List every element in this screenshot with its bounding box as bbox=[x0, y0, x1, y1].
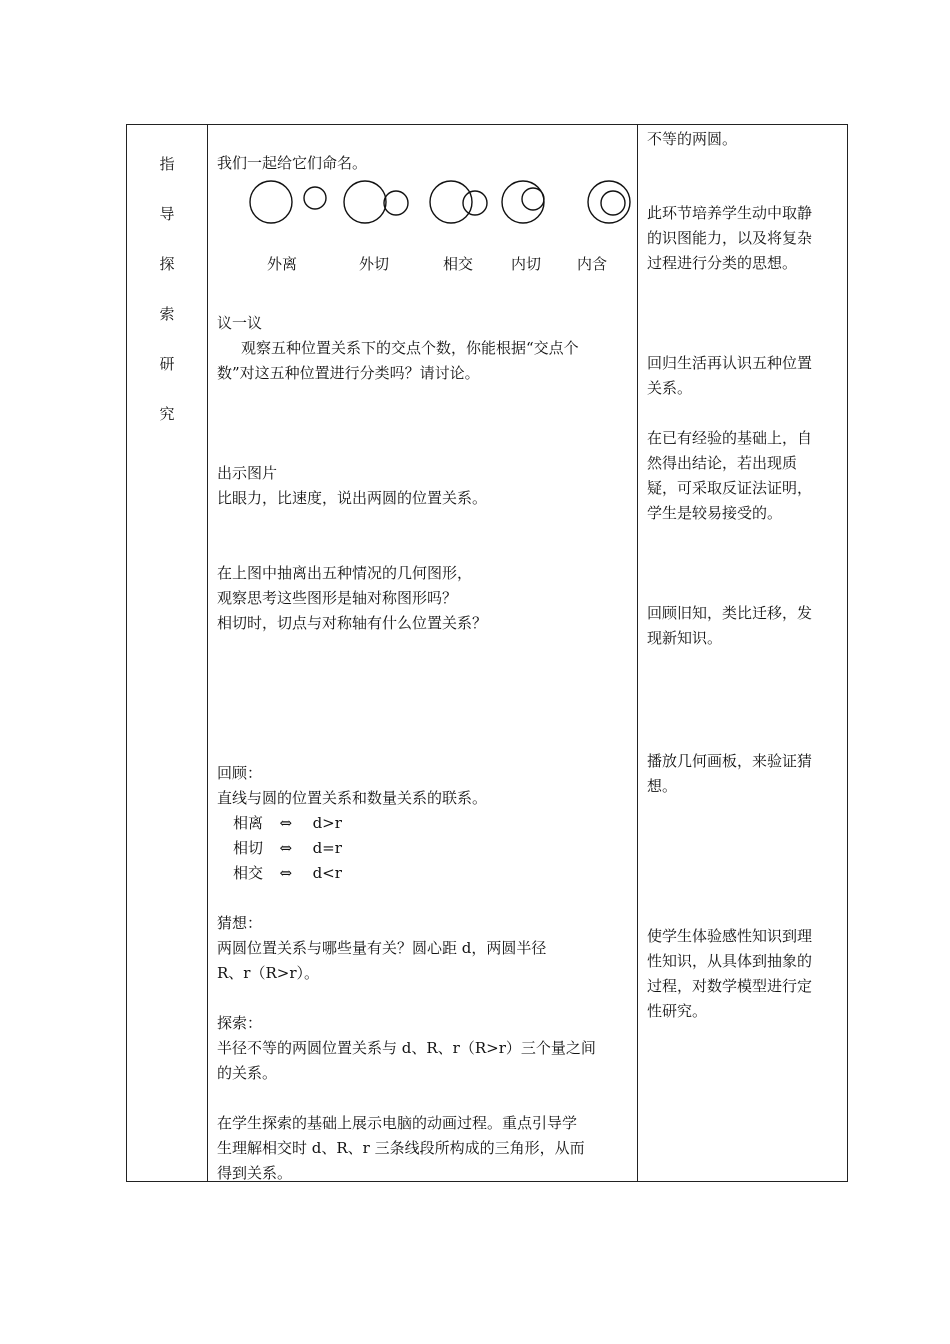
note-paragraph bbox=[647, 749, 843, 799]
note-line: 过程进行分类的思想。 bbox=[647, 254, 798, 272]
circle-contain-small bbox=[601, 191, 625, 215]
explore-line: 半径不等的两圆位置关系与 d、R、r（R>r）三个量之间 bbox=[217, 1039, 596, 1057]
circle-tangent-small bbox=[384, 191, 408, 215]
note-line: 疑，可采取反证法证明， bbox=[647, 479, 813, 497]
review-line: 直线与圆的位置关系和数量关系的联系。 bbox=[217, 789, 488, 807]
show-title: 出示图片 bbox=[217, 464, 278, 482]
note-paragraph bbox=[647, 426, 843, 526]
guess-line: 两圆位置关系与哪些量有关？圆心距 d，两圆半径 bbox=[217, 939, 547, 957]
show-line: 比眼力，比速度，说出两圆的位置关系。 bbox=[217, 489, 488, 507]
section-char: 指 bbox=[159, 155, 175, 173]
section-char: 索 bbox=[159, 305, 175, 323]
note-line: 不等的两圆。 bbox=[647, 130, 738, 148]
note-paragraph bbox=[647, 127, 843, 152]
discuss-title: 议一议 bbox=[217, 314, 263, 332]
circle-intersect-small bbox=[463, 191, 487, 215]
column-divider-2 bbox=[637, 125, 638, 1181]
section-label-column bbox=[127, 125, 207, 1181]
abstract-line: 观察思考这些图形是轴对称图形吗？ bbox=[217, 589, 458, 607]
abstract-line: 相切时，切点与对称轴有什么位置关系？ bbox=[217, 614, 488, 632]
section-char: 导 bbox=[159, 205, 175, 223]
relation-condition: d<r bbox=[312, 864, 342, 882]
relation-condition: d=r bbox=[312, 839, 342, 857]
note-line: 在已有经验的基础上，自 bbox=[647, 429, 813, 447]
equivalence-symbol: ⇔ bbox=[279, 864, 293, 882]
discuss-line: 数”对这五种位置进行分类吗？请讨论。 bbox=[217, 364, 480, 382]
equivalence-symbol: ⇔ bbox=[279, 814, 293, 832]
final-line: 在学生探索的基础上展示电脑的动画过程。重点引导学 bbox=[217, 1114, 578, 1132]
relation-name: 相切 bbox=[233, 839, 264, 857]
guess-title: 猜想： bbox=[217, 914, 263, 932]
relation-name: 相离 bbox=[233, 814, 264, 832]
section-char: 究 bbox=[159, 405, 175, 423]
note-paragraph bbox=[647, 201, 843, 276]
explore-title: 探索： bbox=[217, 1014, 263, 1032]
note-line: 使学生体验感性知识到理 bbox=[647, 927, 813, 945]
relation-name: 相交 bbox=[233, 864, 264, 882]
circle-tangent-large bbox=[344, 181, 386, 223]
note-line: 学生是较易接受的。 bbox=[647, 504, 783, 522]
circle-contain-large bbox=[588, 181, 630, 223]
label-contain: 内含 bbox=[577, 255, 608, 273]
circle-intersect-large bbox=[430, 181, 472, 223]
column-divider-1 bbox=[207, 125, 208, 1181]
section-char: 探 bbox=[159, 255, 175, 273]
note-line: 想。 bbox=[647, 777, 678, 795]
final-line: 得到关系。 bbox=[217, 1164, 293, 1182]
note-paragraph bbox=[647, 601, 843, 651]
circle-internal-tangent-small bbox=[522, 188, 544, 210]
note-line: 此环节培养学生动中取静 bbox=[647, 204, 813, 222]
note-line: 的识图能力，以及将复杂 bbox=[647, 229, 813, 247]
note-paragraph bbox=[647, 351, 843, 401]
review-title: 回顾： bbox=[217, 764, 263, 782]
explore-line: 的关系。 bbox=[217, 1064, 278, 1082]
label-intersect: 相交 bbox=[443, 255, 474, 273]
note-line: 过程，对数学模型进行定 bbox=[647, 977, 813, 995]
note-line: 关系。 bbox=[647, 379, 693, 397]
circle-separate-small bbox=[304, 187, 326, 209]
note-line: 回归生活再认识五种位置 bbox=[647, 354, 813, 372]
equivalence-symbol: ⇔ bbox=[279, 839, 293, 857]
note-line: 性研究。 bbox=[647, 1002, 708, 1020]
relation-row bbox=[233, 836, 342, 861]
note-line: 回顾旧知，类比迁移，发 bbox=[647, 604, 813, 622]
intro-text: 我们一起给它们命名。 bbox=[217, 154, 368, 172]
section-char: 研 bbox=[159, 355, 175, 373]
discuss-line: 观察五种位置关系下的交点个数，你能根据“交点个 bbox=[241, 339, 579, 357]
note-line: 性知识，从具体到抽象的 bbox=[647, 952, 813, 970]
label-separate: 外离 bbox=[267, 255, 298, 273]
relation-row bbox=[233, 861, 342, 886]
abstract-line: 在上图中抽离出五种情况的几何图形， bbox=[217, 564, 473, 582]
note-line: 然得出结论，若出现质 bbox=[647, 454, 798, 472]
label-internal-tangent: 内切 bbox=[511, 255, 542, 273]
guess-line: R、r（R>r）。 bbox=[217, 964, 319, 982]
relation-row bbox=[233, 811, 342, 836]
label-external-tangent: 外切 bbox=[359, 255, 390, 273]
note-paragraph bbox=[647, 924, 843, 1024]
note-line: 播放几何画板，来验证猜 bbox=[647, 752, 813, 770]
circle-separate-large bbox=[250, 181, 292, 223]
note-line: 现新知识。 bbox=[647, 629, 723, 647]
lesson-table bbox=[126, 124, 848, 1182]
final-line: 生理解相交时 d、R、r 三条线段所构成的三角形，从而 bbox=[217, 1139, 585, 1157]
relation-condition: d>r bbox=[312, 814, 342, 832]
